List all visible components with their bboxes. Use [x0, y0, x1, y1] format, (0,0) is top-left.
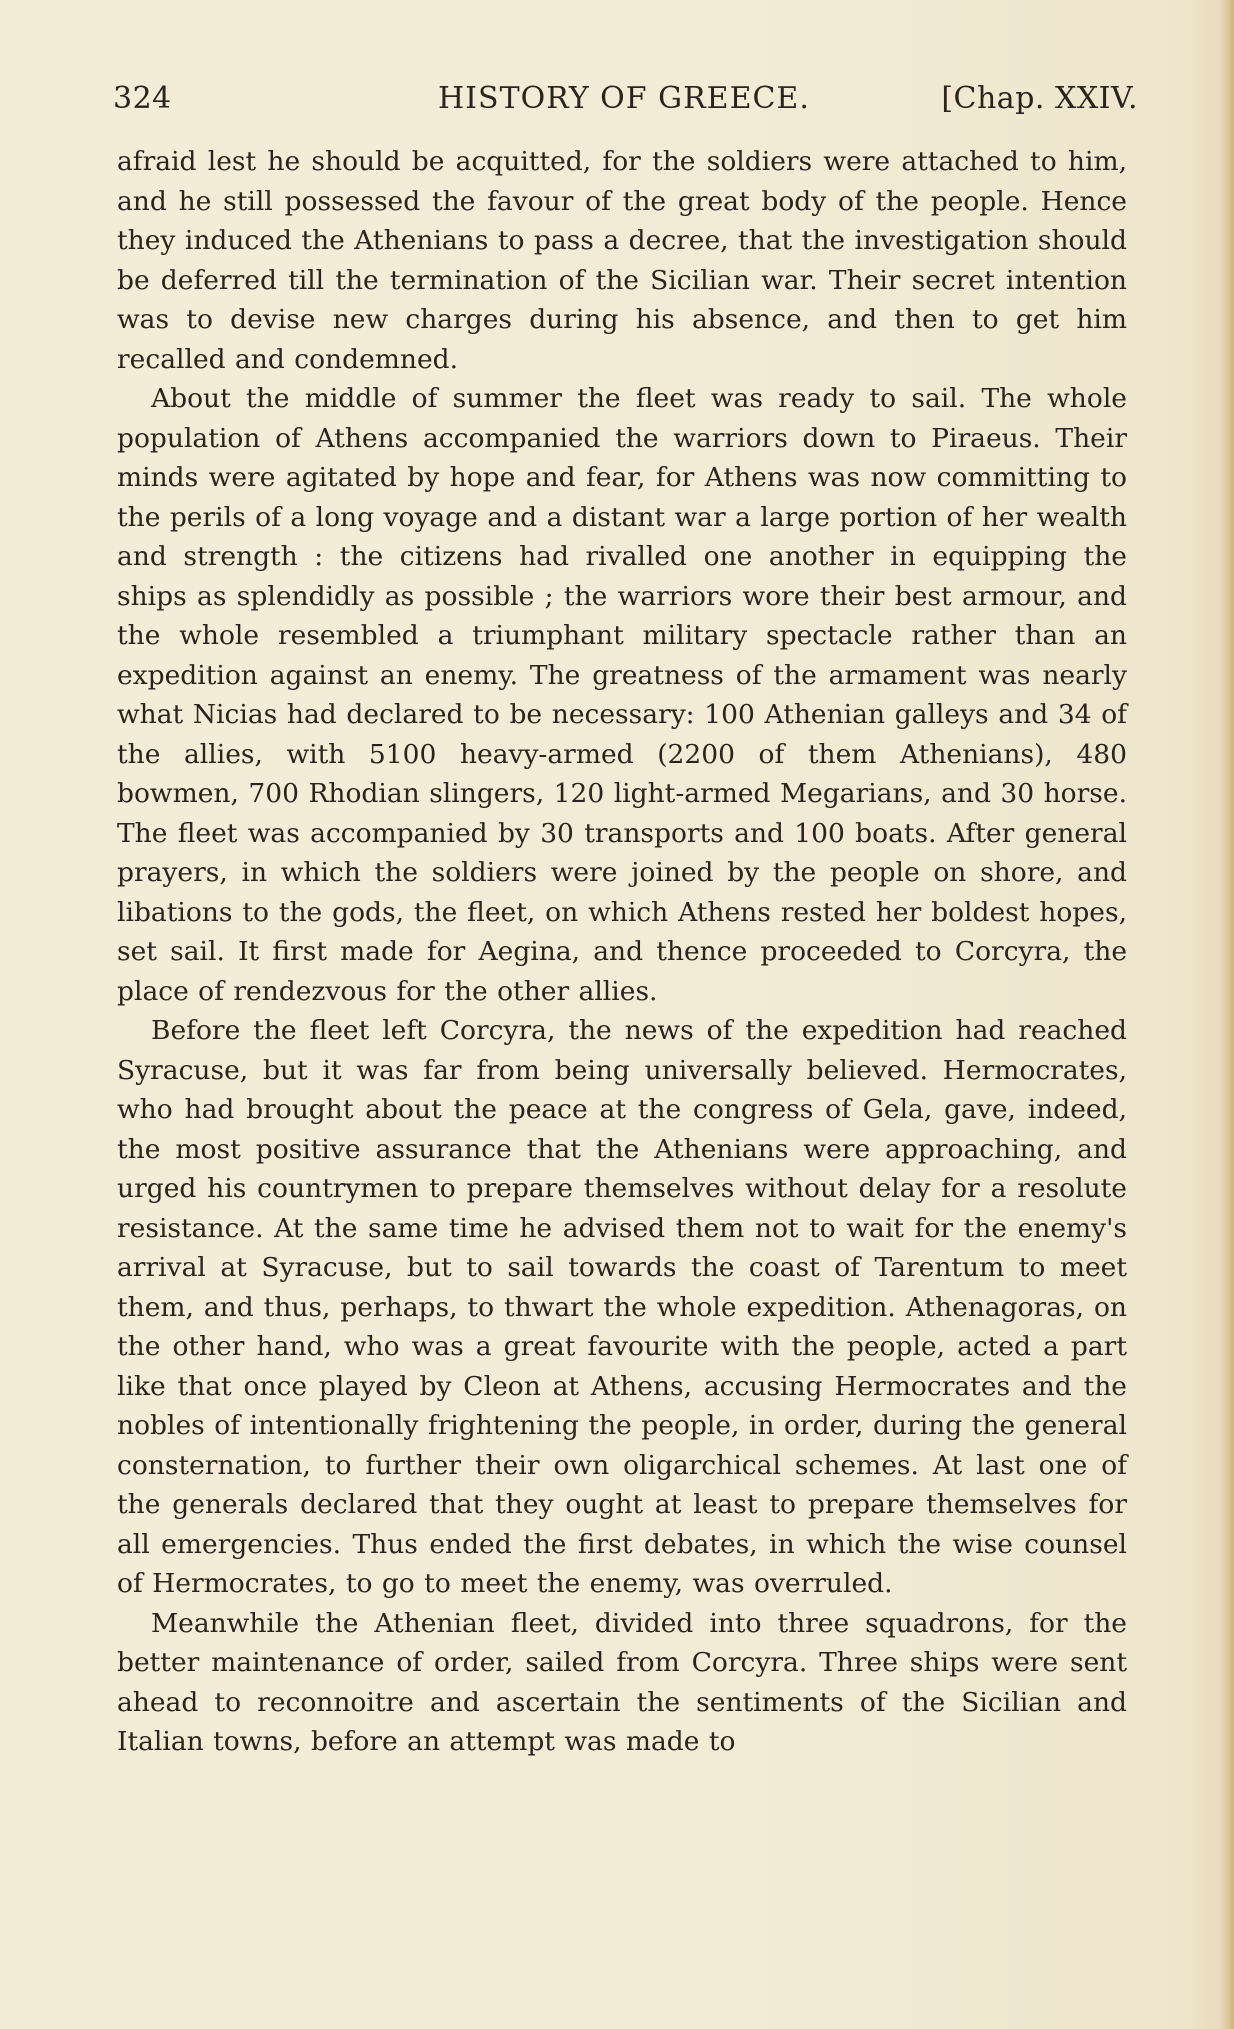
- page-number: 324: [113, 81, 172, 116]
- chapter-label: [Chap. XXIV.: [941, 81, 1138, 116]
- paragraph: Before the fleet left Corcyra, the news of the expedition had reached Syracuse, but it was far from being universally believed. Hermocrates, who had brought about the peace at the congress of Gela, gave, indeed, the most positive assurance that the Athenians were approaching, and urged his countrymen to prepare themselves without delay for a resolute resistance. At the same time he advised them not to wait for the enemy's arrival at Syracuse, but to sail towards the coast of Tarentum to meet them, and thus, perhaps, to thwart the whole expedition. Athenagoras, on the other hand, who was a great favourite with the people, acted a part like that once played by Cleon at Athens, accusing Hermocrates and the nobles of intentionally frightening the people, in order, during the general consternation, to further their own oligarchical schemes. At last one of the generals declared that they ought at least to prepare themselves for all emergencies. Thus ended the first debates, in which the wise counsel of Hermocrates, to go to meet the enemy, was overruled.: [117, 1015, 1127, 1599]
- paragraph: Meanwhile the Athenian fleet, divided into three squadrons, for the better maintenance of order, sailed from Corcyra. Three ships were sent ahead to reconnoitre and ascertain the sentiments of the Sicilian and Italian towns, before an attempt was made to: [117, 1607, 1127, 1757]
- page-header: [113, 74, 1138, 124]
- paragraph: About the middle of summer the fleet was ready to sail. The whole population of Athens accompanied the warriors down to Piraeus. Their minds were agitated by hope and fear, for Athens was now committing to the perils of a long voyage and a distant war a large portion of her wealth and strength : the citizens had rivalled one another in equipping the ships as splendidly as possible ; the warriors wore their best armour, and the whole resembled a triumphant military spectacle rather than an expedition against an enemy. The greatness of the armament was nearly what Nicias had declared to be necessary: 100 Athenian galleys and 34 of the allies, with 5100 heavy-armed (2200 of them Athenians), 480 bowmen, 700 Rhodian slingers, 120 light-armed Megarians, and 30 horse. The fleet was accompanied by 30 transports and 100 boats. After general prayers, in which the soldiers were joined by the people on shore, and libations to the gods, the fleet, on which Athens rested her boldest hopes, set sail. It first made for Aegina, and thence proceeded to Corcyra, the place of rendezvous for the other allies.: [117, 383, 1127, 1007]
- body-text: [117, 142, 1127, 1762]
- page-edge-shadow: [1220, 0, 1234, 2029]
- paragraph: afraid lest he should be acquitted, for the soldiers were attached to him, and he still possessed the favour of the great body of the people. Hence they induced the Athenians to pass a decree, that the investigation should be deferred till the termination of the Sicilian war. Their secret intention was to devise new charges during his absence, and then to get him recalled and condemned.: [117, 146, 1127, 375]
- running-title: HISTORY OF GREECE.: [438, 81, 810, 116]
